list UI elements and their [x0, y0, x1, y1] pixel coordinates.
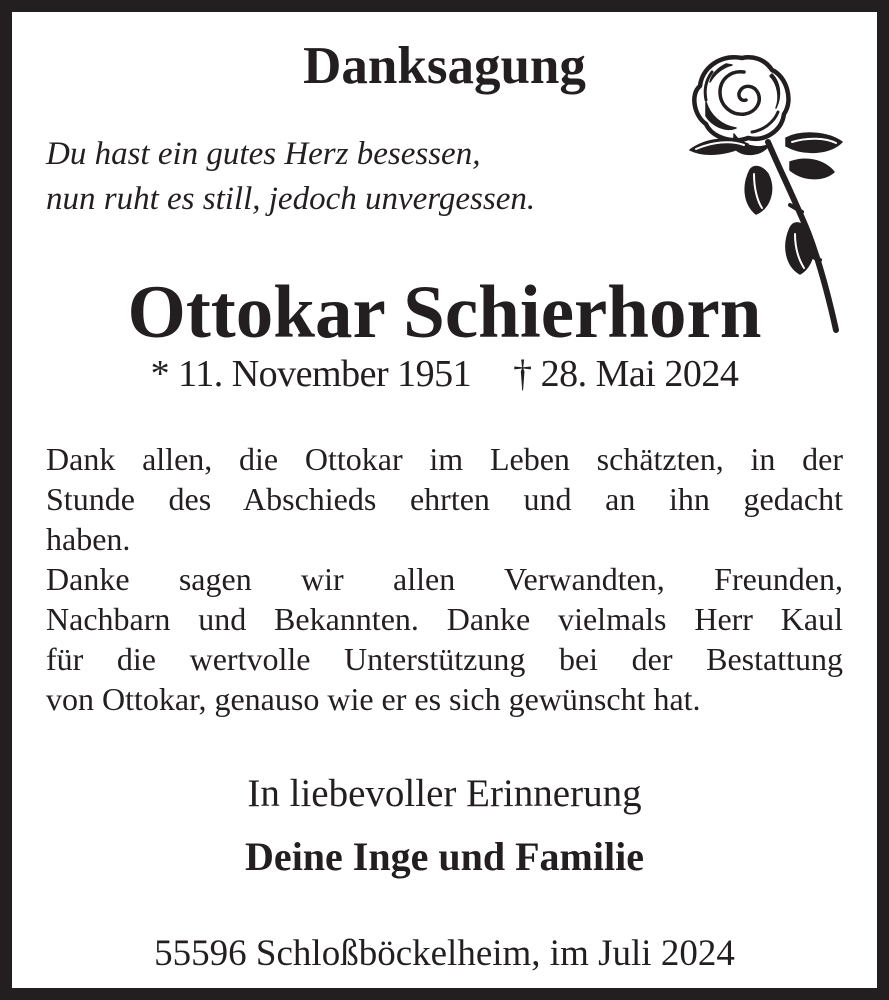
- thanks-text: [46, 439, 843, 719]
- deceased-name: Ottokar Schierhorn: [127, 271, 762, 354]
- closing-remembrance-line: In liebevoller Erinnerung: [247, 772, 642, 815]
- life-dates: [12, 352, 877, 398]
- body-line: haben.: [46, 521, 131, 557]
- verse-line-1: Du hast ein gutes Herz besessen,: [46, 136, 481, 172]
- body-line: Nachbarn und Bekannten. Danke vielmals Herr Kaul: [46, 601, 843, 637]
- body-line: Danke sagen wir allen Verwandten, Freunden,: [46, 561, 843, 597]
- body-line: von Ottokar, genauso wie er es sich gewünscht hat.: [46, 681, 701, 717]
- body-line: für die wertvolle Unterstützung bei der Bestattung: [46, 641, 843, 677]
- death-date: † 28. Mai 2024: [513, 353, 739, 395]
- closing-family-line: Deine Inge und Familie: [245, 834, 644, 879]
- memorial-verse: [46, 132, 535, 222]
- verse-line-2: nun ruht es still, jedoch unvergessen.: [46, 181, 536, 217]
- birth-date: * 11. November 1951: [150, 353, 472, 395]
- place-date-line: 55596 Schloßböckelheim, im Juli 2024: [154, 933, 735, 974]
- body-line: Dank allen, die Ottokar im Leben schätzten, in der: [46, 441, 843, 477]
- body-line: Stunde des Abschieds ehrten und an ihn gedacht: [46, 481, 843, 517]
- page-title: Danksagung: [303, 37, 586, 95]
